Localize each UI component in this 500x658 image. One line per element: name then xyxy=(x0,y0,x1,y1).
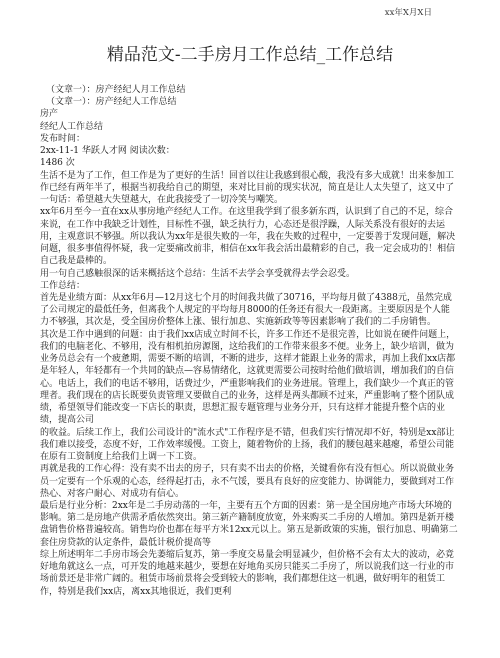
related-article-1[interactable]: （文章一）：房产经纪人月工作总结 xyxy=(46,85,186,95)
paragraph-experience: xx年6月至今一直在xx从事房地产经纪人工作。在这里我学到了很多新东西，认识到了自己的不足，综合来说，在工作中我缺乏计划性，目标性不强，缺乏执行力，心态还是很浮躁，人际关系没有很好的去运用，主观意识不够强。所以我认为xx年是很失败的一年，我在失败的过程中，一定要善于发现问题，解决问题，很多事值得怀疑，我一定要痛改前非，相信在xx年我会活出最精彩的自己，我一定会成功的！相信自己我是最棒的。 xyxy=(40,207,456,267)
paragraph-intro: 生活不是为了工作，但工作是为了更好的生活！回首以往让我感到很心酸，我没有多大成就！出来参加工作已经有两年半了，根据当初我给自己的期望，来对比目前的现实状况，简直是让人太失望了，这又中了一句话：希望越大失望越大，在此我接受了一切冷笑与嘲笑。 xyxy=(40,170,455,206)
paragraph-industry-analysis: 最后是行业分析：2xx年是二手房动荡的一年，主要有五个方面的因素：第一是全国房地产市场大环境的影响。第二是房地产供需矛盾依然突出。第三新产籍制度放宽，外来购买二手房的人增加。第四是新开楼盘销售价格普遍较高。销售均价也都在每平方米12xx元以上。第五是新政策的实施，银行加息、明确第二套住房贷款的认定条件，最低计税价提高等 xyxy=(40,500,458,548)
paragraph-conclusion: 综上所述明年二手房市场会先萎缩后复苏，第一季度交易量会明显减少，但价格不会有太大的波动，必竟好地角就这么一点，可开发的地越来越少，要想在好地角买房只能买二手房了，所以说我们这一行业的市场前景还是非常广阔的。租赁市场前景将会受到较大的影响，我们都想住这一机遇，做好明年的租赁工作，特别是我们xx店，离xx其地很近，我们更利 xyxy=(40,549,455,597)
published-info: 2xx-11-1 华跃人才网 阅读次数： xyxy=(40,146,175,157)
section-label: 工作总结： xyxy=(40,280,86,291)
view-count: 1486 次 xyxy=(40,158,75,169)
paragraph-performance: 首先是业绩方面：从xx年6月—12月这七个月的时间我共做了30716，平均每月做了4388元，虽然完成了公司规定的最低任务，但离我个人规定的平均每月8000的任务还有很大一段距离。主要原因是个人能力不够强，其次是，受全国房价整体上涨、银行加息、实施新政等等因素影响了我们的二手房销售。 xyxy=(40,292,452,328)
subcategory-label: 经纪人工作总结 xyxy=(40,121,104,132)
category-label: 房产 xyxy=(40,109,59,120)
paragraph-experience-notes: 再就是我的工作心得：没有卖不出去的房子，只有卖不出去的价格，关键看你有没有恒心。所以说做业务员一定要有一个乐观的心态，经得起打击，永不气馁，要具有良好的应变能力、协调能力，要做到对工作热心、对客户耐心、对成功有信心。 xyxy=(40,464,455,499)
paragraph-quote: 用一句自己感触很深的话来概括这个总结：生活不去学会享受就得去学会忍受。 xyxy=(40,268,356,279)
document-date: xx年X月X日 xyxy=(384,8,432,18)
document-body xyxy=(40,84,458,654)
paragraph-problems: 其次是工作中遇到的问题：由于我们xx店成立时间不长，许多工作还不是很完善，比如说在硬件问题上，我们的电脑老化、不够用，没有相机拍房源图，这给我们的工作带来很多不便。业务上，缺少培训，做为业务员总会有一个疲惫期，需要不断的培训，不断的进步，这样才能跟上业务的需求，再加上我们xx店都是年轻人，年轻都有一个共同的缺点—容易情绪化，这就更需要公司按时给他们做培训，增加我们的自信心。电话上，我们的电话不够用，话费过少，严重影响我们的业务进展。管理上，我们缺少一个真正的管理者。我们现在的店长既要负责管理又要做自己的业务，这样是两头都顾不过来，严重影响了整个团队成绩，希望领导们能改变一下店长的职责，思想汇报专题管理与业务分开，只有这样才能提升整个店的业绩，提高公司 xyxy=(40,329,456,426)
paragraph-followup: 的收益。后续工作上，我们公司设计的"流水式"工作程序是不错，但我们实行情况却不好，特别是xx部让我们难以接受，态度不好，工作效率缓慢。工资上，随着物价的上扬，我们的腰包越来越瘪，希望公司能在原有工资制度上给我们上调一下工资。 xyxy=(40,427,455,463)
document-title: 精品范文-二手房月工作总结_工作总结 xyxy=(106,45,394,65)
related-article-2[interactable]: （文章一）：房产经纪人工作总结 xyxy=(46,97,177,108)
published-label: 发布时间： xyxy=(40,133,86,144)
